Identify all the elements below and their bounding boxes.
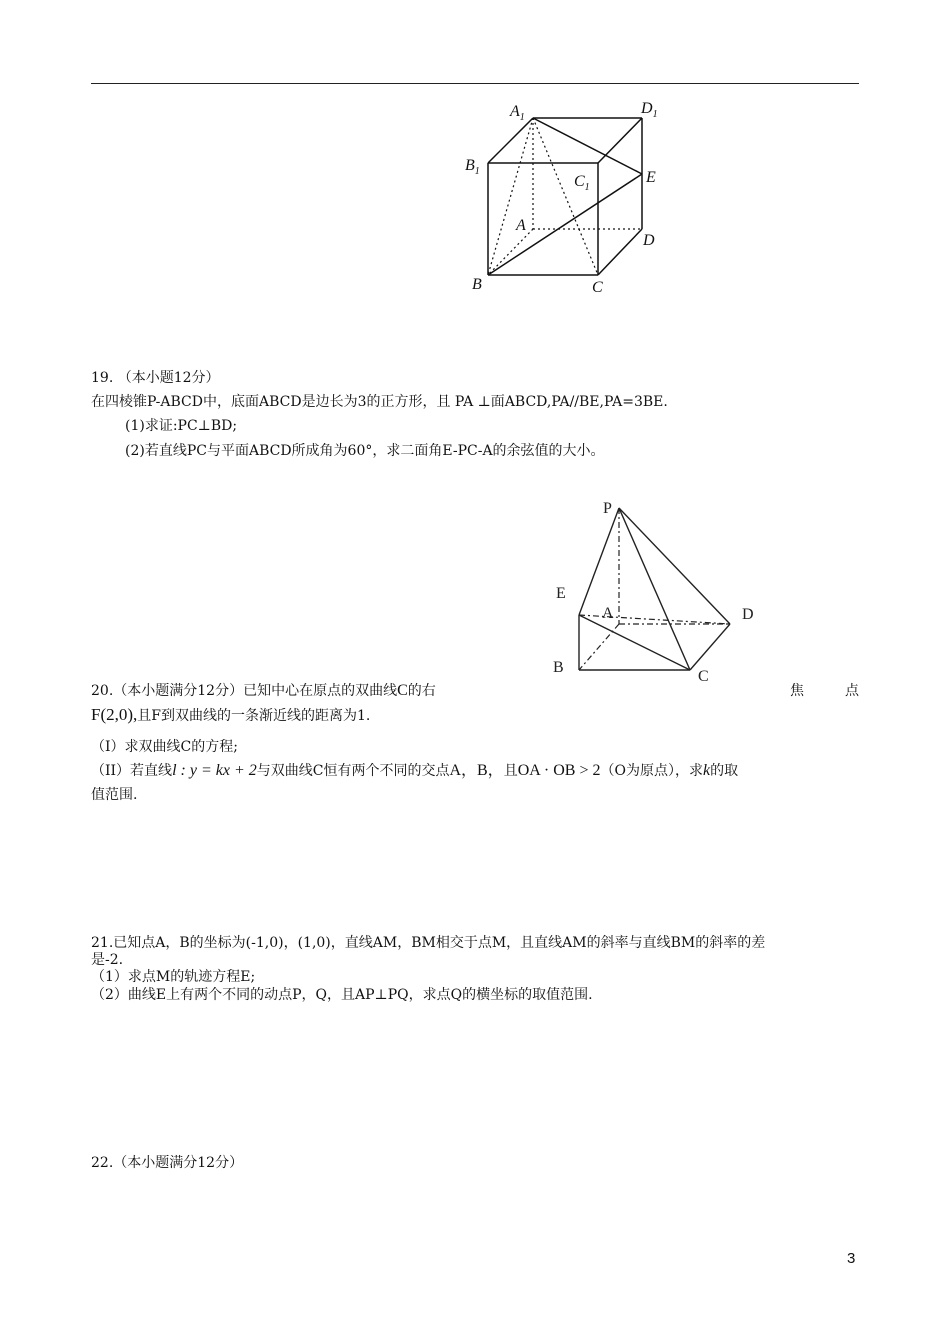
q20-dian: 点 [845,683,859,699]
page-number: 3 [847,1250,856,1267]
header-rule [91,83,859,84]
label-D1: $D_1$ [641,100,658,120]
label-B2: B [553,659,564,676]
label-D: D [643,232,655,249]
label-A2: A [602,605,614,622]
q20-line1: 20.（本小题满分12分）已知中心在原点的双曲线C的右 [91,682,436,699]
label-D2: D [742,606,754,623]
q19-part1: (1)求证:PC⊥BD; [125,418,238,434]
q20-line2: F(2,0),且F到双曲线的一条渐近线的距离为1. [91,705,371,724]
q19-stem: 在四棱锥P-ABCD中，底面ABCD是边长为3的正方形，且 PA ⊥面ABCD,PA//BE,PA=3BE. [91,394,668,410]
label-B1: $B_1$ [465,157,480,177]
label-P: P [603,500,612,517]
q20-jiao: 焦 [790,683,804,699]
label-B: B [472,276,482,293]
q22-heading: 22.（本小题满分12分） [91,1155,244,1171]
cube-figure [455,95,680,300]
pyramid-figure [545,492,770,687]
q21-part2: （2）曲线E上有两个不同的动点P，Q，且AP⊥PQ，求点Q的横坐标的取值范围. [91,987,593,1003]
q19-heading: 19. （本小题12分） [91,370,220,386]
q21-line2: 是-2. [91,952,124,968]
q20-part2-tail: 值范围. [91,787,138,803]
label-A: A [516,217,526,234]
label-A1: $A_1$ [510,103,525,123]
label-E2: E [556,585,566,602]
q19-part2: (2)若直线PC与平面ABCD所成角为60°，求二面角E-PC-A的余弦值的大小。 [125,443,605,459]
label-C2: C [698,668,709,685]
q21-part1: （1）求点M的轨迹方程E; [91,969,256,985]
q20-part2: （II）若直线l : y = kx + 2与双曲线C恒有两个不同的交点A，B，且OA · OB > 2（O为原点），求k的取 [91,762,739,779]
label-C: C [592,279,603,296]
q20-part1: （I）求双曲线C的方程; [91,739,238,755]
label-C1: $C_1$ [574,173,590,193]
q21-line1: 21.已知点A，B的坐标为(-1,0)，(1,0)，直线AM，BM相交于点M，且直线AM的斜率与直线BM的斜率的差 [91,935,766,951]
label-E: E [646,169,656,186]
